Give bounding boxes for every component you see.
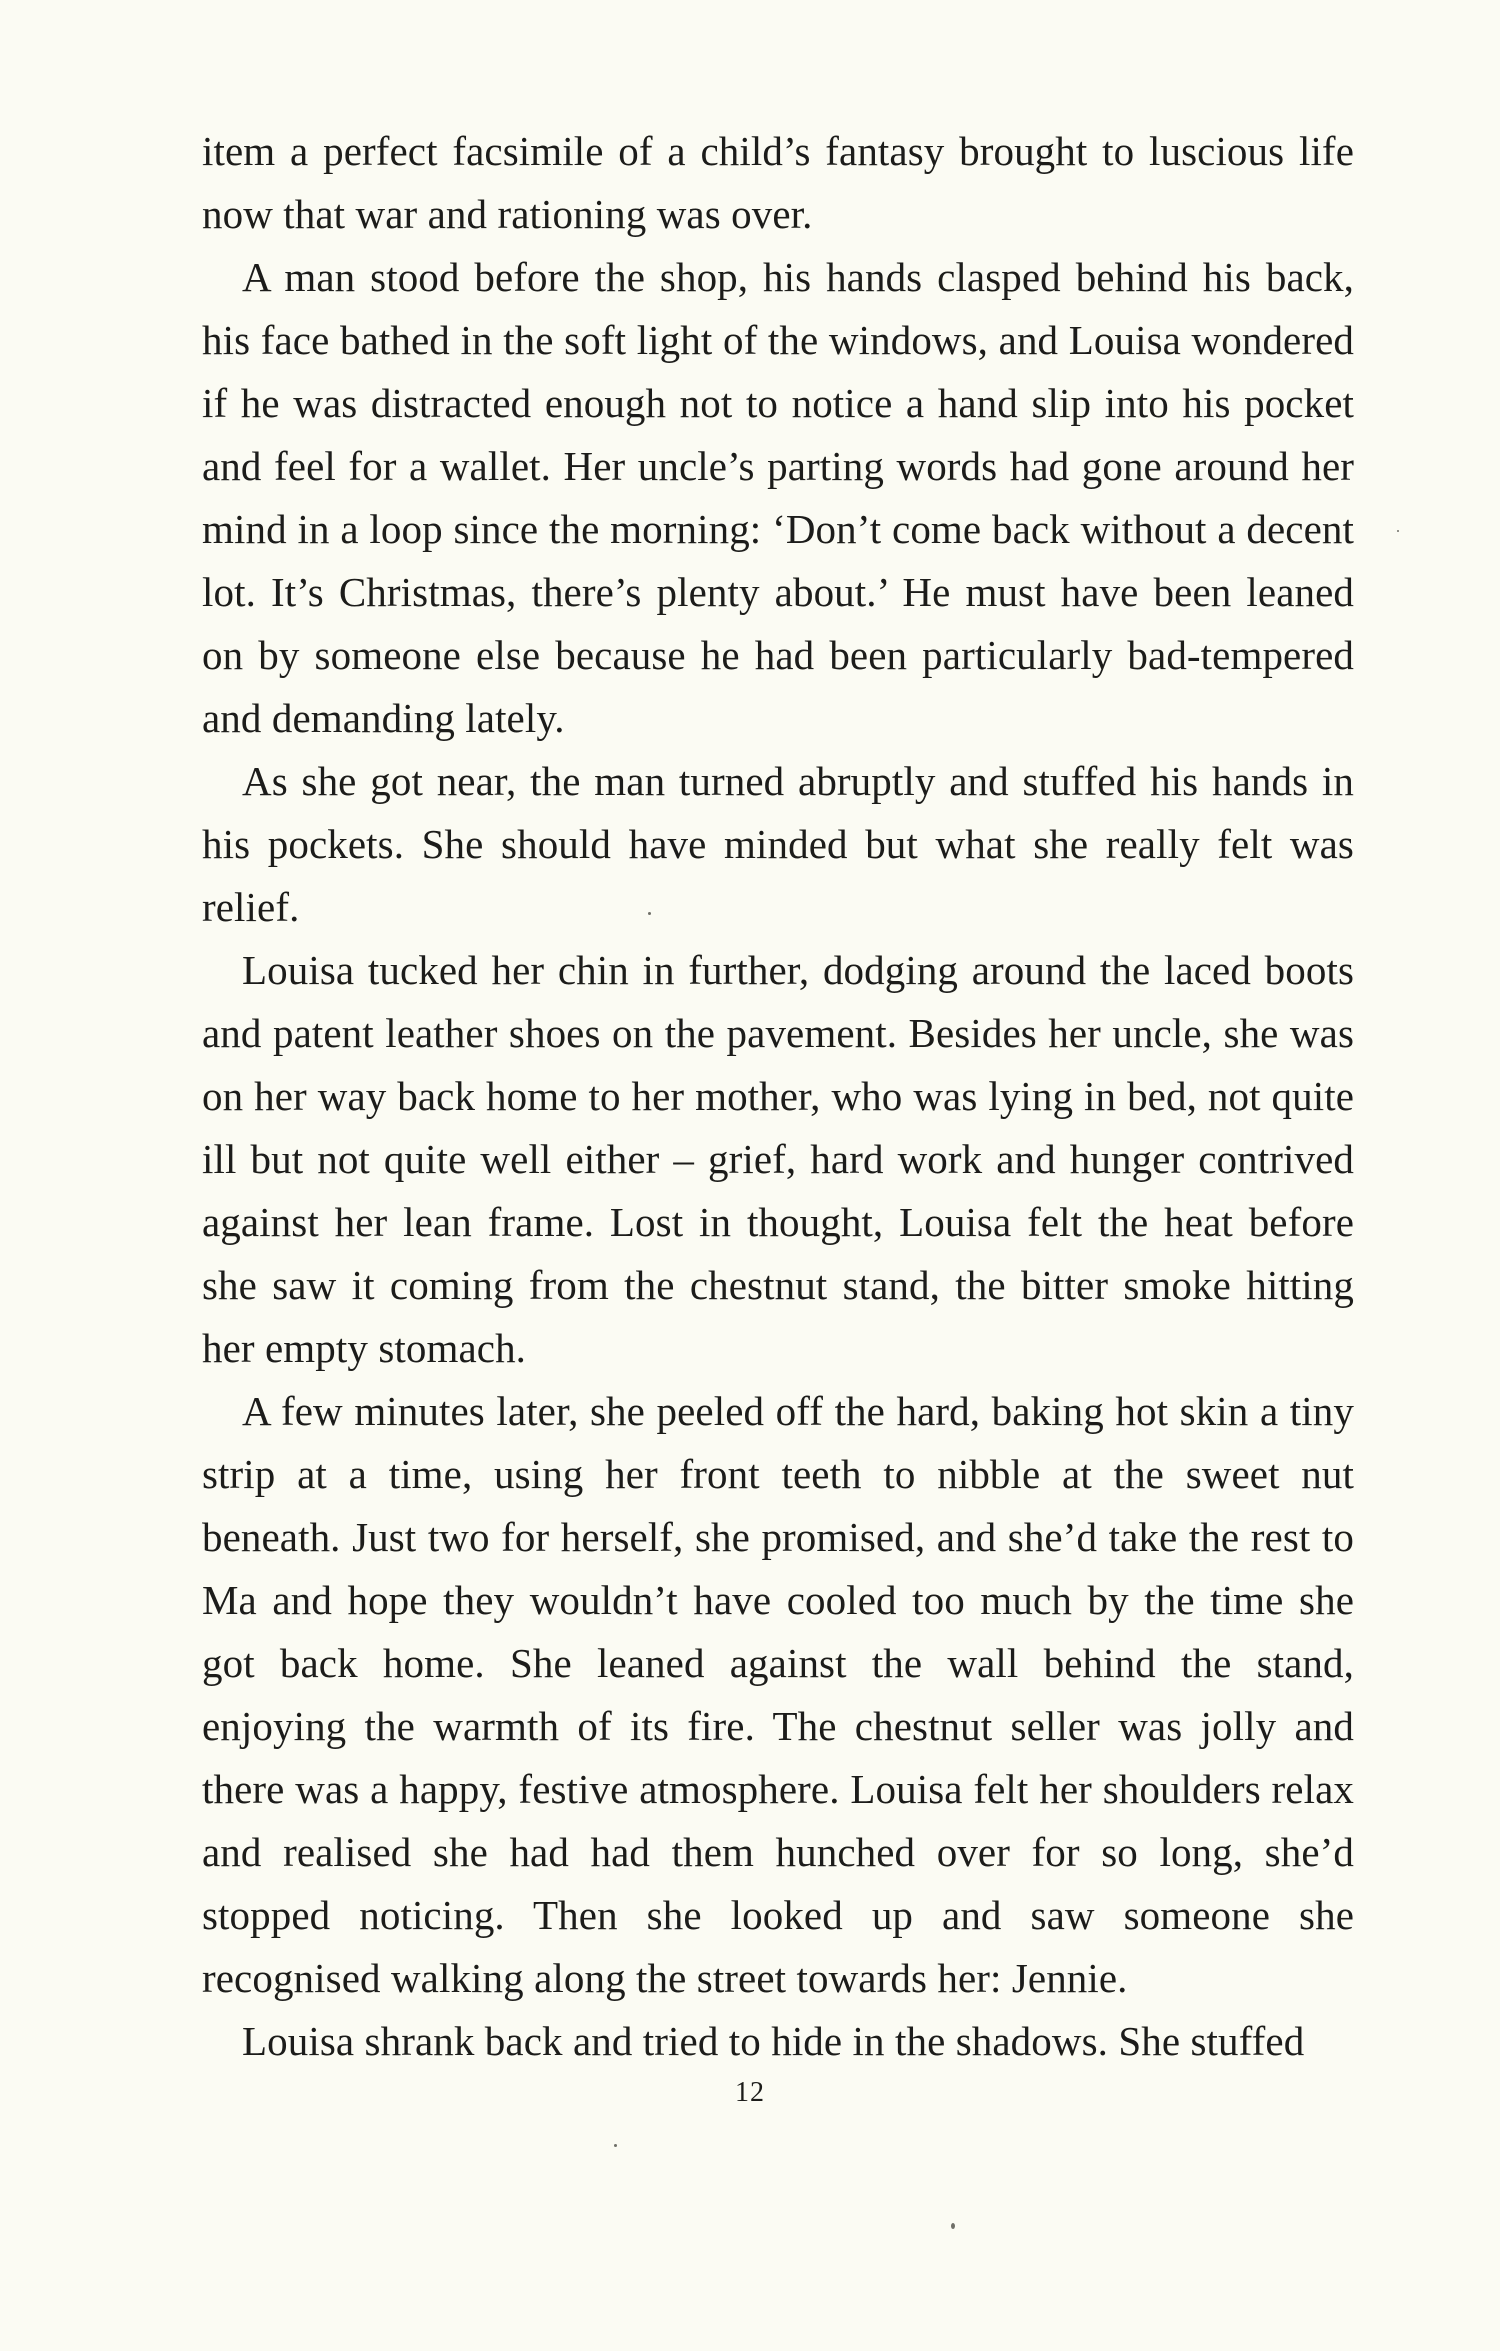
page-number: 12 (735, 2077, 765, 2108)
body-text (202, 120, 1354, 2073)
scan-speck (1397, 530, 1399, 532)
scan-speck (614, 2144, 617, 2147)
paragraph-man-at-shop: A man stood before the shop, his hands clasped behind his back, his face bathed in the soft light of the windows, and Louisa wondered if he was distracted enough not to notice a hand slip into his pocket and feel for a wallet. Her uncle’s parting words had gone around her mind in a loop since the morning: ‘Don’t come back without a decent lot. It’s Christmas, there’s plenty about.’ He must have been leaned on by someone else because he had been particularly bad-tempered and demanding lately. (202, 254, 1354, 741)
scan-speck (648, 912, 651, 915)
paragraph-eating-chestnuts: A few minutes later, she peeled off the hard, baking hot skin a tiny strip at a time, using her front teeth to nibble at the sweet nut beneath. Just two for herself, she promised, and she’d take the rest to Ma and hope they wouldn’t have cooled too much by the time she got back home. She leaned against the wall behind the stand, enjoying the warmth of its fire. The chestnut seller was jolly and there was a happy, festive atmosphere. Louisa felt her shoulders relax and realised she had had them hunched over for so long, she’d stopped noticing. Then she looked up and saw someone she recognised walking along the street towards her: Jennie. (202, 1388, 1354, 2001)
paragraph-continuation: item a perfect facsimile of a child’s fantasy brought to luscious life now that war and rationing was over. (202, 128, 1354, 237)
paragraph-hiding: Louisa shrank back and tried to hide in the shadows. She stuffed (242, 2018, 1305, 2064)
paragraph-man-turned: As she got near, the man turned abruptly and stuffed his hands in his pockets. She should have minded but what she really felt was relief. (202, 758, 1354, 930)
scan-speck (951, 2223, 955, 2229)
paragraph-chestnut-stand: Louisa tucked her chin in further, dodging around the laced boots and patent leather shoes on the pavement. Besides her uncle, she was on her way back home to her mother, who was lying in bed, not quite ill but not quite well either – grief, hard work and hunger contrived against her lean frame. Lost in thought, Louisa felt the heat before she saw it coming from the chestnut stand, the bitter smoke hitting her empty stomach. (202, 947, 1354, 1371)
